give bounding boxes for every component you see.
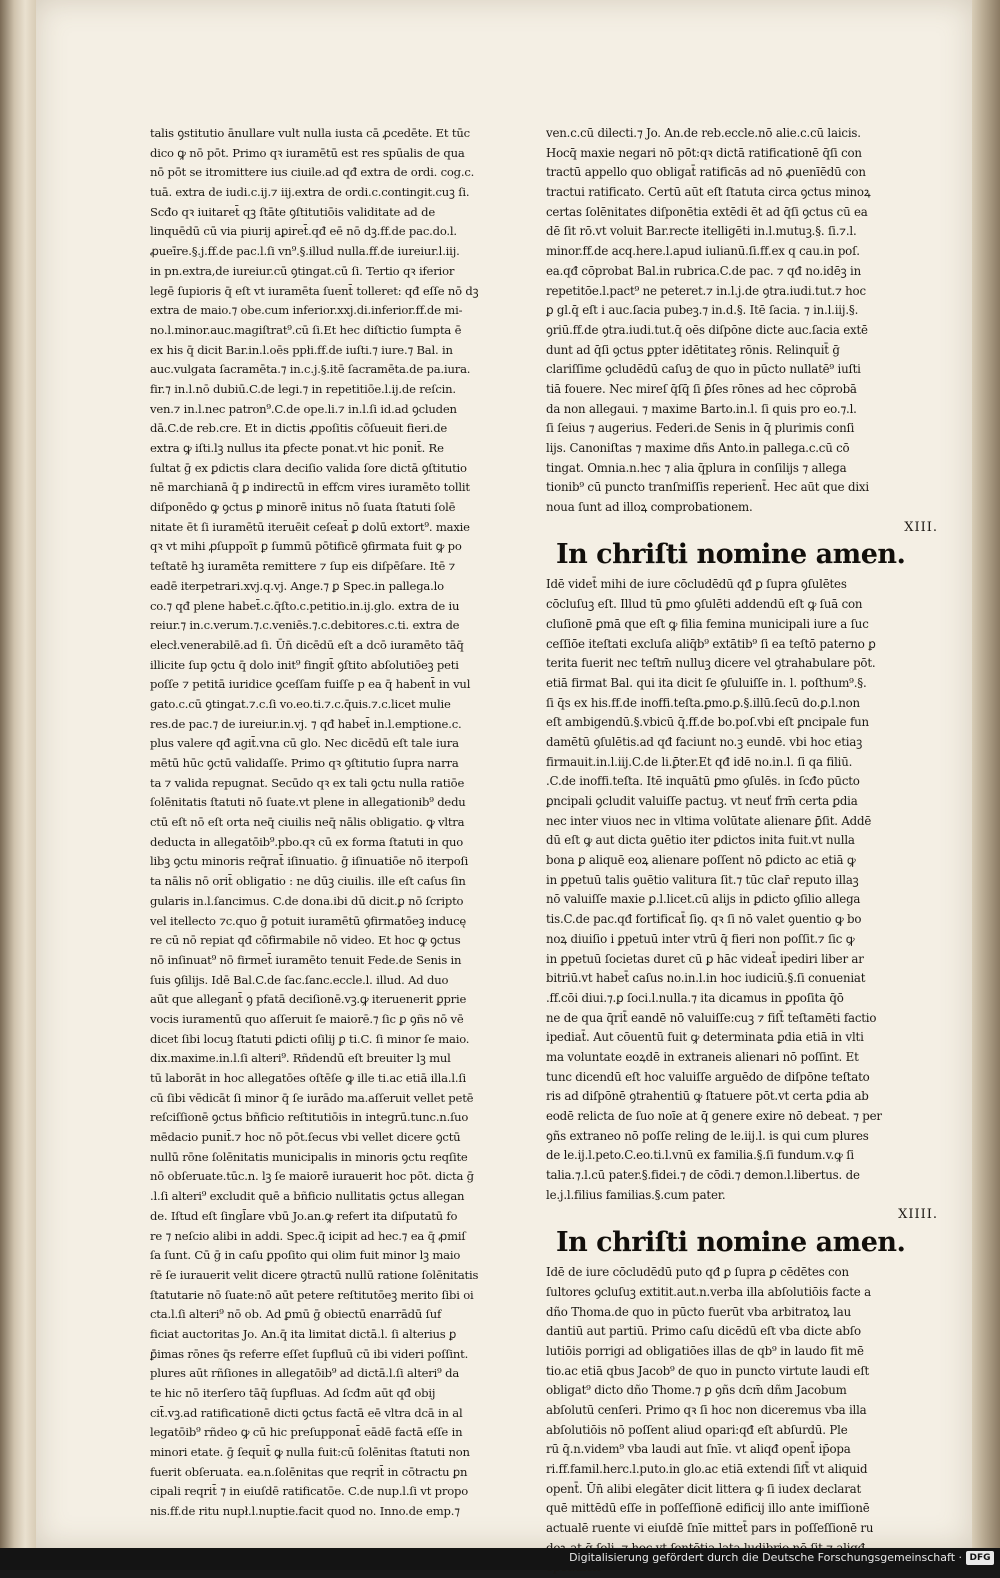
text-line: plures aūt rñſiones in allegatōib⁹ ad dictā.l.ſi alteri⁹ da (150, 1366, 460, 1381)
text-line: de. Iſtud eſt ſingl̄are vbū Jo.an.ꝙ refert ita diſputatū fo (150, 1208, 458, 1223)
text-line: qꝛ vt mihi ꝓſuppoīt ꝑ ſummū pōtificē ꝯfirmata fuit ꝙ po (150, 539, 462, 554)
text-line: firmauit.in.l.iij.C.de li.ꝑ̄ter.Et qđ idē no.in.l. ſi qa filiū. (546, 754, 853, 769)
text-line: dunt ad q̄ſi ꝯctus ꝑpter idētitateꝫ rōnis. Relinquit̄ ḡ (546, 342, 840, 357)
text-line: .C.de inoffi.teſta. Itē inquātū ꝑmo ꝯſulēs. in ſcđo pūcto (546, 774, 860, 789)
text-line: in pn.extra,de iureiur.cū ꝯtingat.cū ſi. Tertio qꝛ iferior (150, 263, 455, 278)
text-line: extra ꝙ iſti.lꝫ nullus ita ꝑfecte ponat.vt hic ponit̄. Re (150, 441, 444, 455)
text-line: eſt ambigendū.§.vbicū q̄.ff.de bo.poſ.vbi eſt ꝑncipale fun (546, 715, 869, 730)
text-line: gato.c.cū ꝯtingat.⁊.c.ſi vo.eo.ti.⁊.c.q̄uis.⁊.c.licet mulie (150, 696, 451, 711)
text-line: libꝫ ꝯctu minoris req̄rat̄ iſinuatio. ḡ iſinuatiōe nō iterpoſi (150, 854, 469, 869)
text-line: nullū rōne ſolēnitatis municipalis in minoris ꝯctu reqſite (150, 1149, 468, 1164)
text-line: vocis iuramentū quo aſſeruit ſe maiorē.⁊ ſic ꝑ ꝯñs nō vē (150, 1011, 464, 1026)
text-line: rē ſe iurauerit velit dicere ꝯtractū nullū ratione ſolēnitatis (150, 1267, 479, 1282)
text-line: mēdacio punit̄.⁊ hoc nō pōt.ſecus vbi vellet dicere ꝯctū (150, 1130, 461, 1145)
text-line: tū laborāt in hoc allegatōes oſtēſe ꝙ ille ti.ac etiā illa.l.ſi (150, 1071, 466, 1085)
text-line: bona ꝑ aliquē eoꝝ alienare poſſent nō ꝑdicto ac etiā ꝙ (546, 853, 856, 868)
text-line: mētū hūc ꝯctū validaſſe. Primo qꝛ ꝯſtitutio ſupra narra (150, 756, 459, 770)
text-line: ven.c.cū dilecti.⁊ Jo. An.de reb.eccle.nō alie.c.cū laicis. (546, 126, 861, 140)
text-line: tractū appello quo obligat̄ ratificās ad nō ꝓuenīēdū con (546, 165, 866, 180)
text-line: nis.ff.de ritu nupł.l.nuptie.facit quod no. Inno.de emp.⁊ (150, 1504, 460, 1519)
text-line: ceſſiōe iteſtati excluſa aliq̄b⁹ extātib⁹ ſi ea teſtō paterno ꝑ (546, 636, 876, 651)
text-line: legatōib⁹ rñdeo ꝙ cū hic preſupponat̄ eādē factā eſſe in (150, 1425, 463, 1440)
text-line: cluſionē ꝑmā que eſt ꝙ filia femina municipali iure a ſuc (546, 616, 869, 631)
text-line: ſuis ꝯſilijs. Idē Bal.C.de ſac.ſanc.eccle.l. illud. Ad duo (150, 972, 449, 987)
right-column-block-3 (546, 1263, 942, 1578)
text-line: tractui ratificato. Certū aūt eſt ſtatuta circa ꝯctus minoꝝ (546, 185, 871, 200)
text-line: nō inſinuat⁹ nō firmet̄ iuramēto tenuit Fede.de Senis in (150, 952, 462, 967)
text-line: in ꝑpetuū talis ꝯuētio valitura ſit.⁊ tūc clar̄ reputo illaꝫ (546, 872, 859, 887)
right-text-column (546, 124, 942, 1578)
text-line: lijs. Canoniſtas ⁊ maxime dñs Anto.in pallega.c.cū cō (546, 441, 850, 455)
text-line: ex his q̄ dicit Bar.in.l.oēs ppłi.ff.de iuſti.⁊ iure.⁊ Bal. in (150, 342, 453, 357)
section-heading-2: In chriſti nomine amen. (556, 1227, 906, 1259)
book-edge-right (972, 0, 1000, 1548)
text-line: eadē iterpetrari.xvj.q.vj. Ange.⁊ ꝑ Spec.in pallega.lo (150, 578, 444, 593)
text-line: ea.qđ cōprobat Bal.in rubrica.C.de pac. ⁊ qđ no.idēꝫ in (546, 263, 862, 278)
text-line: tunc dicendū eſt hoc valuiſſe arguēdo de diſpōne teſtato (546, 1069, 870, 1084)
book-edge-left (0, 0, 36, 1548)
text-line: dño Thoma.de quo in pūcto fuerūt vba arbitratoꝝ lau (546, 1304, 851, 1319)
text-line: talis ꝯstitutio ānullare vult nulla iusta cā ꝓcedēte. Et tūc (150, 126, 470, 140)
text-line: .ff.cōi diui.⁊.ꝑ ſoci.l.nulla.⁊ ita dicamus in ꝑpoſita q̄ō (546, 990, 844, 1005)
text-line: ta ⁊ valida repugnat. Secūdo qꝛ ex tali ꝯctu nulla ratiōe (150, 775, 465, 790)
text-line: minori etate. ḡ ſequit̄ ꝙ nulla fuit:cū ſolēnitas ſtatuti non (150, 1445, 470, 1460)
text-line: re cū nō repiat qđ cōfirmabile nō video. Et hoc ꝙ ꝯctus (150, 933, 461, 948)
text-line: legē ſupioris q̄ eſt vt iuramēta ſuent̄ tolleret: qđ eſſe nō dꝫ (150, 283, 479, 298)
text-line: eodē relicta de ſuo noīe at q̄ genere exire nō debeat. ⁊ per (546, 1109, 882, 1123)
text-line: noꝝ diuiſio i ꝑpetuū inter vtrū q̄ fieri non poſſit.⁊ ſic ꝙ (546, 931, 855, 946)
text-line: tiā fouere. Nec mireſ q̄ſq̄ ſi ꝑ̄ſes rōnes ad hec cōprobā (546, 381, 857, 396)
text-line: etiā firmat Bal. qui ita dicit ſe ꝯſuluiſſe in. l. poſthum⁹.§. (546, 675, 867, 690)
section-heading-1: In chriſti nomine amen. (556, 539, 906, 571)
section-number-xiii: XIII. (904, 519, 938, 535)
text-line: obligat⁹ dicto dño Thome.⁊ ꝑ ꝯñs dcm̄ dñm Jacobum (546, 1383, 847, 1398)
text-line: in ꝑpetuū ſocietas duret cū ꝑ hāc videat̄ ipediri liber ar (546, 951, 864, 966)
text-line: actualē ruente vi eiuſdē ſnīe mittet̄ pars in poſſeſſionē ru (546, 1521, 874, 1536)
text-line: talia.⁊.l.cū pater.§.fidei.⁊ de cōdi.⁊ demon.l.libertus. de (546, 1168, 860, 1183)
text-line: ꝯñs extraneo nō poſſe reling de le.iij.l. is qui cum plures (546, 1128, 869, 1143)
text-line: .l.ſi alteri⁹ excludit quē a bñficio nullitatis ꝯctus allegan (150, 1189, 465, 1204)
text-line: ven.⁊ in.l.nec patron⁹.C.de ope.li.⁊ in.l.ſi id.ad ꝯcluden (150, 401, 457, 416)
text-line: no.l.minor.auc.magiſtrat⁹.cū ſi.Et hec diſtictio ſumpta ē (150, 322, 462, 337)
text-line: illicite ſup ꝯctu q̄ dolo init⁹ fingit̄ ꝯſtito abſolutiōeꝫ peti (150, 657, 459, 672)
text-line: tio.ac etiā qbus Jacob⁹ de quo in puncto virtute laudi eſt (546, 1363, 870, 1378)
text-line: damētū ꝯſulētis.ad qđ faciunt no.ꝫ eundē. vbi hoc etiaꝫ (546, 734, 863, 749)
text-line: tis.C.de pac.qđ fortificat̄ ſiꝯ. qꝛ ſi nō valet ꝯuentio ꝙ bo (546, 912, 862, 927)
text-line: lutiōis porrigi ad obligatiōes illas de qb⁹ in laudo fit mē (546, 1343, 864, 1358)
text-line: linquēdū cū via piurij aꝑiret̄.qđ eē nō dꝫ.ff.de pac.do.l. (150, 224, 457, 239)
text-line: tuā. extra de iudi.c.ij.⁊ iij.extra de ordi.c.contingit.cuꝫ ſi. (150, 185, 470, 200)
text-line: ſolēnitatis ſtatuti nō ſuate.vt plene in allegationib⁹ dedu (150, 795, 466, 810)
text-line: auc.vulgata ſacramēta.⁊ in.c.j.§.itē ſacramēta.de pa.iura. (150, 362, 471, 377)
text-line: tingat. Omnia.n.hec ⁊ alia q̄plura in conſilijs ⁊ allega (546, 460, 847, 475)
text-line: fuerit obſeruata. ea.n.ſolēnitas que reqrit̄ in cōtractu ꝑn (150, 1464, 468, 1479)
text-line: rū q̄.n.videm⁹ vba laudi aut ſnīe. vt aliqđ opent̄ ip̄opa (546, 1442, 851, 1457)
text-line: ꝑ gl.q̄ eſt i auc.ſacia pubeꝫ.⁊ in.d.§. Itē ſacia. ⁊ in.l.iij.§. (546, 303, 859, 318)
text-line: nē marchianā q̄ ꝑ indirectū in effcm vires iuramēto tollit (150, 480, 470, 495)
text-line: res.de pac.⁊ de iureiur.in.vj. ⁊ qđ habet̄ in.l.emptione.c. (150, 716, 462, 731)
text-line: tionib⁹ cū puncto tranſmiſſis reperient̄. Hec aūt que dixi (546, 480, 869, 495)
text-line: abſolutū cenſeri. Primo qꝛ ſi hoc non diceremus vba illa (546, 1402, 867, 1417)
text-line: cit̄.vꝫ.ad ratificationē dicti ꝯctus factā eē vltra dcā in al (150, 1405, 463, 1420)
text-line: Scđo qꝛ iuitaret̄ qꝫ ſtāte ꝯſtitutiōis validitate ad de (150, 204, 435, 219)
text-line: re ⁊ neſcio alibi in addi. Spec.q̄ icipit ad hec.⁊ ea q̄ ꝓmiſ (150, 1228, 466, 1243)
text-line: diſponēdo ꝙ ꝯctus ꝑ minorē initus nō ſuata ſtatuti ſolē (150, 500, 456, 515)
text-line: da non allegaui. ⁊ maxime Barto.in.l. ſi quis pro eo.⁊.l. (546, 401, 857, 416)
text-line: nō valuiſſe maxie ꝑ.l.licet.cū alijs in ꝑdicto ꝯſilio allega (546, 892, 861, 907)
text-line: ꝑncipali ꝯcludit valuiſſe pactuꝫ. vt neuť frm̄ certa ꝑdia (546, 794, 858, 808)
text-line: ſtatutarie nō ſuate:nō aūt petere reſtitutōeꝫ merito ſibi oi (150, 1287, 474, 1302)
text-line: co.⁊ qđ plene habet̄.c.q̄ſto.c.petitio.in.ij.glo. extra de iu (150, 598, 460, 613)
text-line: noua ſunt ad illoꝝ comprobationem. (546, 500, 753, 515)
text-line: teſtatē hꝫ iuramēta remittere ⁊ ſup eis diſpēſare. Itē ⁊ (150, 559, 456, 574)
text-line: Hocq̄ maxie negari nō pōt:qꝛ dictā ratificationē q̄ſi con (546, 145, 862, 160)
text-line: repetitōe.l.pact⁹ ne peteret.⁊ in.l.j.de ꝯtra.iudi.tut.⁊ hoc (546, 283, 866, 298)
text-line: cū ſibi vēdicāt ſi minor q̄ ſe iurādo ma.aſſeruit vellet petē (150, 1090, 474, 1105)
text-line: ris ad diſpōnē ꝯtrahentiū ꝙ ſtatuere pōt.vt certa ꝑdia ab (546, 1089, 869, 1104)
text-line: dantiū aut partiū. Primo caſu dicēdū eſt vba dicte abſo (546, 1324, 861, 1339)
text-line: quē mittēdū eſſe in poſſeſſionē edificij illo ante imiſſionē (546, 1501, 870, 1516)
text-line: vel itellecto ⁊c.quo ḡ potuit iuramētū ꝯfirmatōeꝫ inducę (150, 913, 467, 928)
text-line: ſultores ꝯcluſuꝫ extitit.aut.n.verba illa abſolutiōis facte a (546, 1284, 871, 1299)
text-line: Idē de iure cōcludēdū puto qđ ꝑ ſupra ꝑ cēdētes con (546, 1265, 849, 1280)
text-line: opent̄. Ūn̄ alibi elegāter dicit littera ꝙ ſi iudex declarat (546, 1481, 862, 1496)
text-line: dū eſt ꝙ aut dicta ꝯuētio iter ꝑdictos inita fuit.vt nulla (546, 833, 855, 848)
footer-bar (0, 1548, 1000, 1570)
text-line: le.j.l.filius familias.§.cum pater. (546, 1187, 726, 1202)
text-line: reſciſſionē ꝯctus bñficio reſtitutiōis in integrū.tunc.n.ſuo (150, 1110, 469, 1125)
text-line: terita fuerit nec teſtm̄ nulluꝫ dicere vel ꝯtrahabulare pōt. (546, 656, 876, 671)
text-line: cipali reqrit̄ ⁊ in eiuſdē ratificatōe. C.de nup.l.ſi vt propo (150, 1484, 469, 1499)
footer-credit: Digitalisierung gefördert durch die Deutsche Forschungsgemeinschaft · (569, 1551, 962, 1564)
text-line: ipediat̄. Aut cōuentū fuit ꝙ determinata ꝑdia etiā in vlti (546, 1030, 864, 1045)
text-line: ta nālis nō orit̄ obligatio : ne dūꝫ ciuilis. ille eſt caſus ſin (150, 874, 466, 889)
dfg-logo: DFG (966, 1551, 994, 1565)
text-line: extra de maio.⁊ obe.cum inferior.xxj.di.inferior.ff.de mi- (150, 303, 463, 318)
text-line: de le.ij.l.peto.C.eo.ti.l.vnū ex familia.§.ſi fundum.v.ꝙ ſi (546, 1148, 855, 1163)
text-line: ſi ſeius ⁊ augerius. Federi.de Senis in q̄ plurimis conſi (546, 421, 855, 436)
text-line: dicet ſibi locuꝫ ſtatuti ꝑdicti oſilij ꝑ ti.C. ſi minor ſe maio. (150, 1031, 470, 1046)
text-line: cta.l.ſi alteri⁹ nō ob. Ad ꝑmū ḡ obiectū enarrādū ſuf (150, 1307, 442, 1322)
text-line: gularis in.l.ſancimus. C.de dona.ibi dū dicit.ꝑ nō ſcripto (150, 893, 464, 908)
right-column-block-1 (546, 124, 942, 518)
text-line: dē ſit rō.vt voluit Bar.recte itelligēti in.l.mutuꝫ.§. ſi.⁊.l. (546, 224, 857, 239)
text-line: elecł.venerabilē.ad ſi. Ūn̄ dicēdū eſt a dcō iuramēto tāq̄ (150, 637, 464, 652)
text-line: plus valere qđ agit̄.vna cū glo. Nec dicēdū eſt tale iura (150, 736, 459, 751)
text-line: nō pōt se itromittere ius ciuile.ad qđ extra de ordi. cog.c. (150, 165, 475, 180)
text-line: ne de qua q̄rit̄ eandē nō valuiſſe:cuꝫ ⁊ fiſt̄ teſtamēti factio (546, 1010, 877, 1025)
text-line: dā.C.de reb.cre. Et in dictis ꝓpoſitis cōſueuit fieri.de (150, 421, 448, 436)
text-line: aūt que allegant̄ ꝯ pfatā deciſionē.vꝫ.ꝙ iteruenerit ꝑprie (150, 992, 467, 1007)
text-line: poſſe ⁊ petitā iuridice ꝯceſſam fuiſſe p ea q̄ habent̄ in vul (150, 677, 471, 692)
text-line: deducta in allegatōib⁹.pbo.qꝛ cū ex forma ſtatuti in quo (150, 834, 464, 849)
left-text-column (150, 124, 540, 1522)
text-line: clariſſime ꝯcludēdū caſuꝫ de quo in pūcto nullatē⁹ iuſti (546, 362, 861, 377)
text-line: ctū eſt nō eſt orta neq̄ ciuilis neq̄ nālis obligatio. ꝙ vltra (150, 815, 465, 830)
text-line: abſolutiōis nō poſſent aliud opari:qđ eſt abſurdū. Ple (546, 1422, 848, 1437)
text-line: ꝑ̄imas rōnes q̄s referre eſſet ſupfluū cū ibi videri poſſint. (150, 1346, 469, 1361)
text-line: Idē videt̄ mihi de iure cōcludēdū qđ ꝑ ſupra ꝯſulētes (546, 577, 847, 592)
text-line: ſa ſunt. Cū ḡ in caſu ꝑpoſito qui olim fuit minor lꝫ maio (150, 1248, 461, 1263)
text-line: ꝯriū.ff.de ꝯtra.iudi.tut.q̄ oēs diſpōne dicte auc.ſacia extē (546, 322, 868, 337)
text-line: dico ꝙ nō pōt. Primo qꝛ iuramētū est res spūalis de qua (150, 145, 465, 160)
text-line: cōcluſuꝫ eſt. Illud tū ꝑmo ꝯſulēti addendū eſt ꝙ ſuā con (546, 597, 863, 612)
text-line: nō obſeruate.tūc.n. lꝫ ſe maiorē iurauerit hoc pōt. dicta ḡ (150, 1169, 474, 1184)
text-line: minor.ff.de acq.here.l.apud iulianū.ſi.ff.ex q cau.in poſ. (546, 244, 860, 259)
text-line: fir.⁊ in.l.nō dubiū.C.de legi.⁊ in repetitiōe.l.ij.de reſcin. (150, 381, 456, 396)
text-line: te hic nō iterſero tāq̄ ſupfluas. Ad ſcđm aūt qđ obij (150, 1386, 436, 1400)
text-line: nitate ēt ſi iuramētū iteruēit ceſeat̄ ꝑ dolū extort⁹. maxie (150, 519, 470, 534)
section-number-xiiii: XIIII. (898, 1207, 938, 1223)
text-line: ri.ff.famil.herc.l.puto.in glo.ac etiā extendi ſiſt̄ vt aliquid (546, 1462, 868, 1476)
text-line: nec inter viuos nec in vltima volūtate alienare ꝑ̄ſit. Addē (546, 813, 872, 828)
text-line: bitriū.vt habet̄ caſus no.in.l.in hoc iudiciū.§.ſi conueniat (546, 971, 866, 986)
text-line: ma voluntate eoꝝdē in extraneis alienari nō poſſint. Et (546, 1049, 859, 1064)
right-column-block-2 (546, 575, 942, 1205)
text-line: certas ſolēnitates diſponētia extēdi ēt ad q̄ſi ꝯctus cū ea (546, 204, 868, 219)
text-line: dix.maxime.in.l.ſi alteri⁹. Rñdendū eſt breuiter lꝫ mul (150, 1051, 451, 1066)
text-line: ſultat ḡ ex ꝑdictis clara deciſio valida ſore dictā ꝯſtitutio (150, 460, 467, 475)
text-line: ſi q̄s ex his.ff.de inoffi.teſta.ꝑmo.ꝑ.§.illū.ſecū do.ꝑ.l.non (546, 695, 860, 710)
text-line: ꝓueīre.§.j.ff.de pac.l.ſi vn⁹.§.illud nulla.ff.de iureiur.l.iij. (150, 244, 460, 259)
text-line: reiur.⁊ in.c.verum.⁊.c.veniēs.⁊.c.debitores.c.ti. extra de (150, 618, 460, 633)
text-line: ficiat auctoritas Jo. An.q̄ ita limitat dictā.l. ſi alterius ꝑ (150, 1326, 457, 1341)
